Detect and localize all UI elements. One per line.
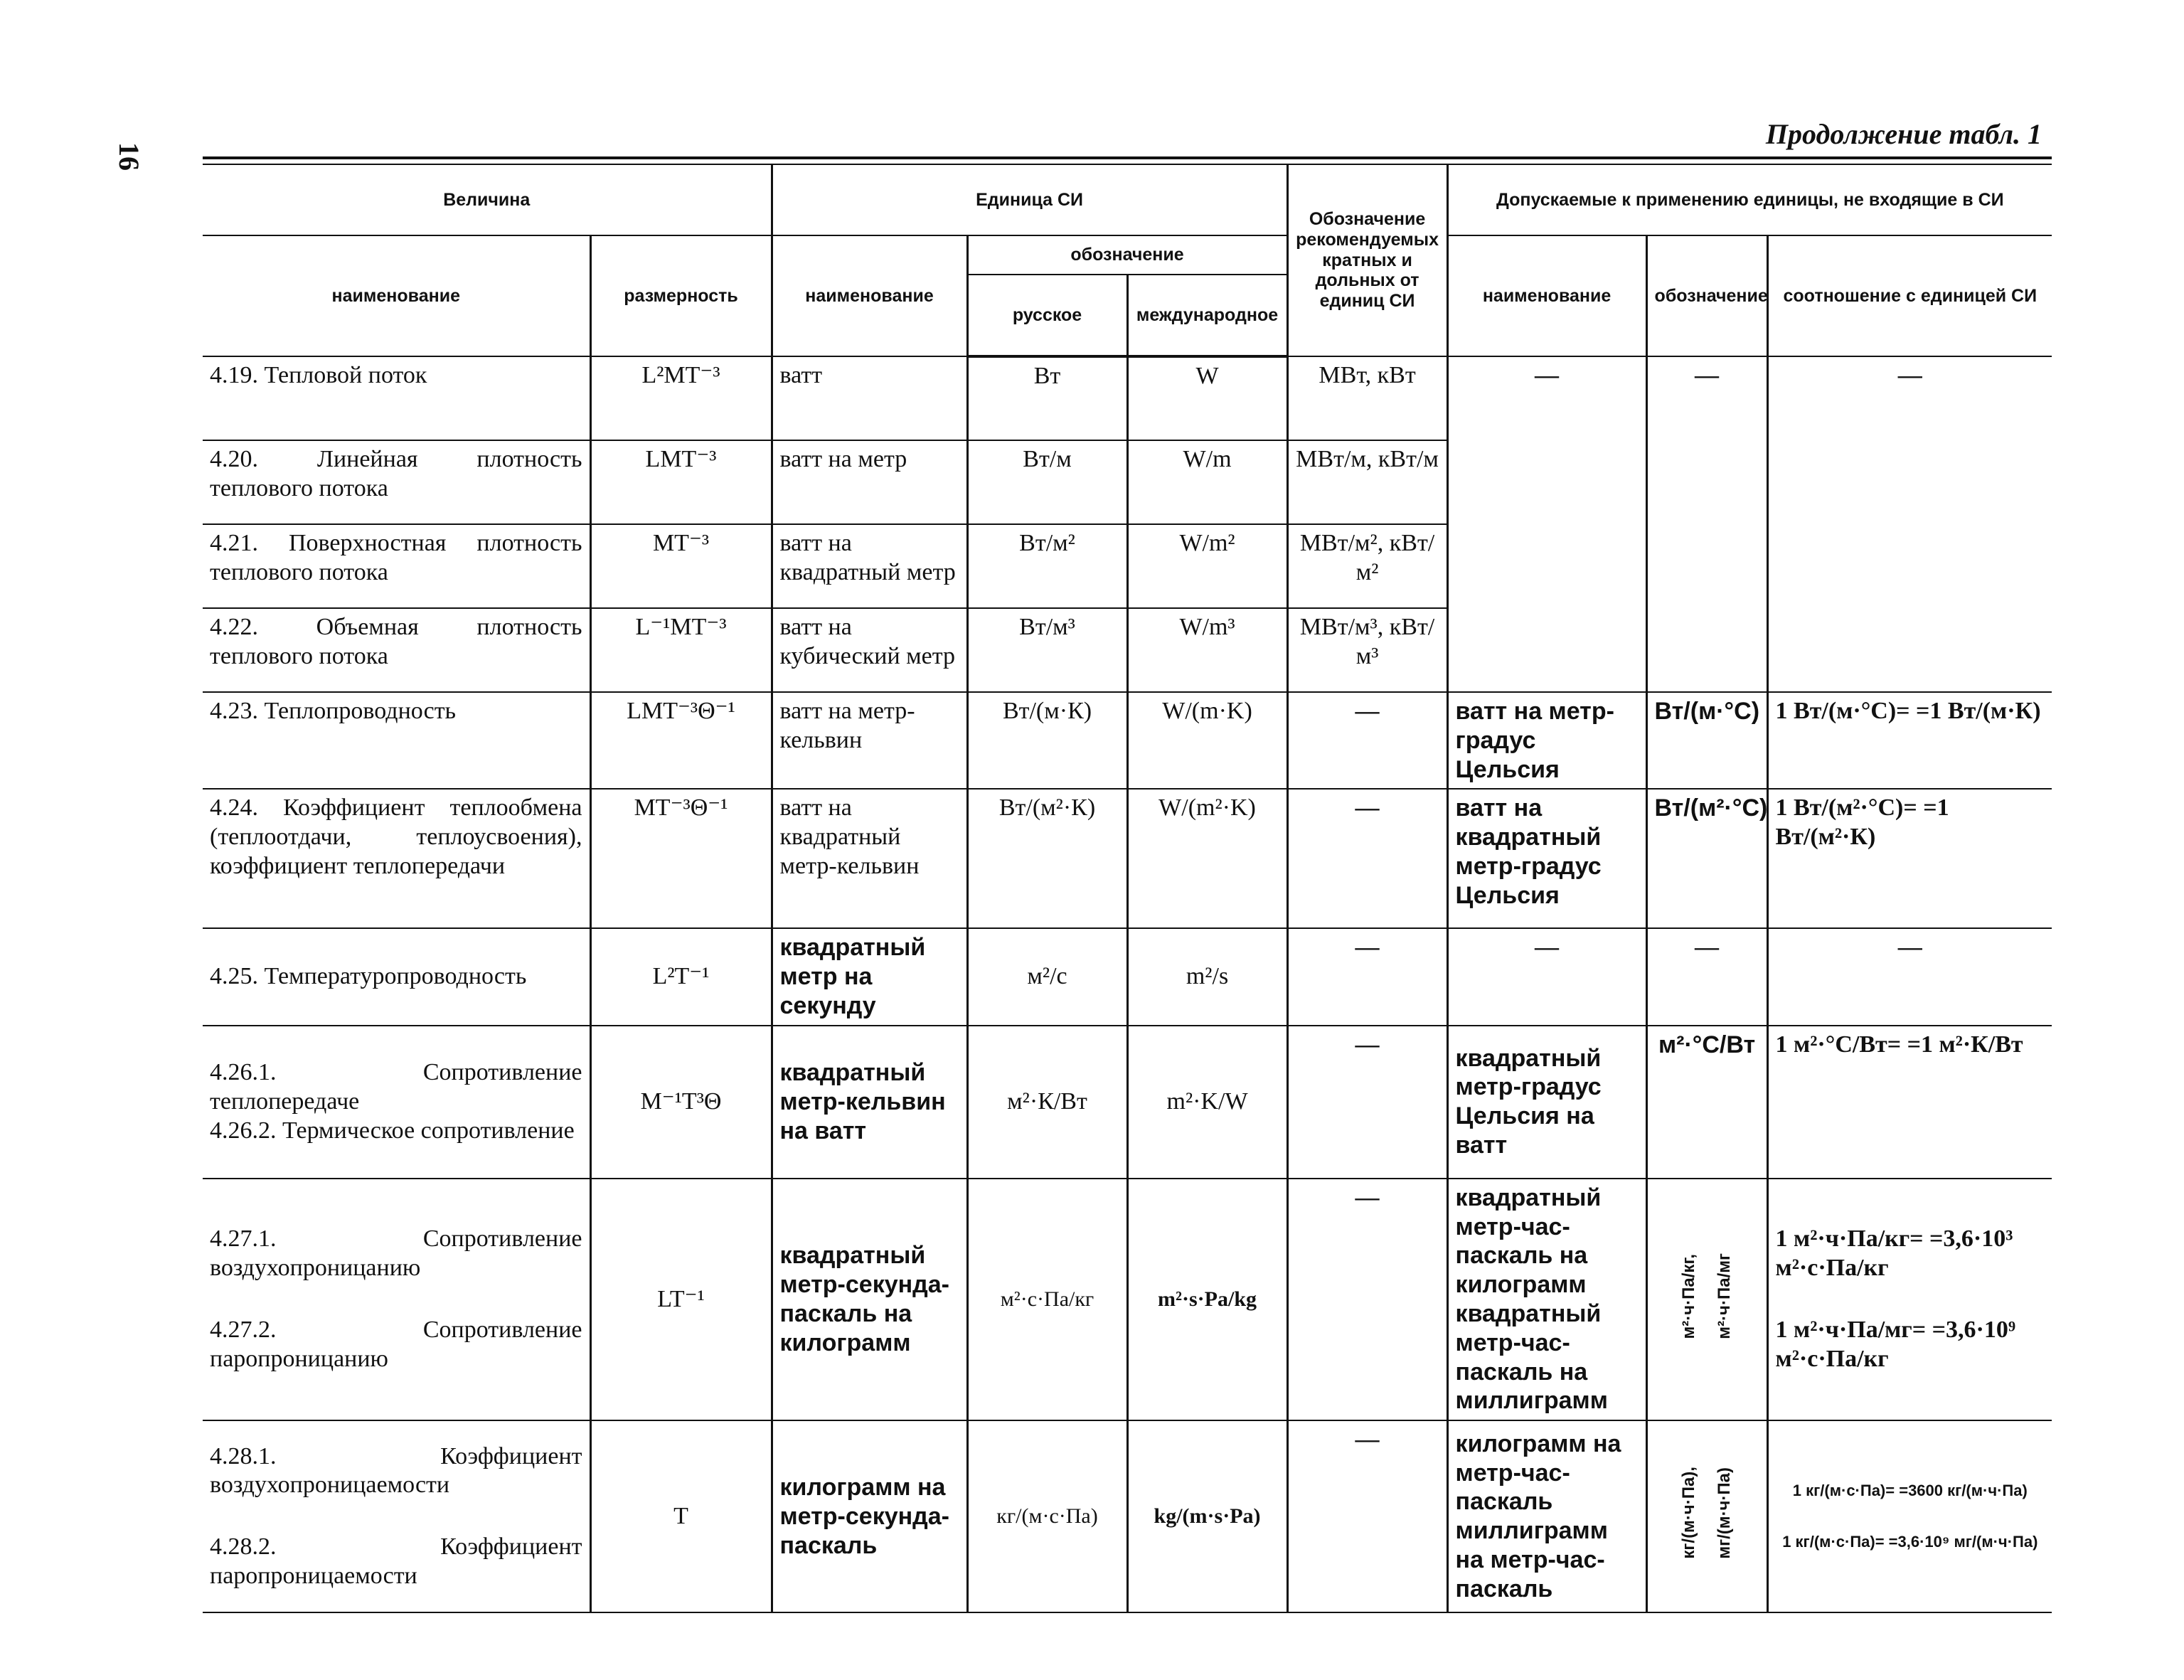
row-allowed-designation-part-a: кг/(м·ч·Па), bbox=[1678, 1467, 1698, 1560]
header-si-name: наименование bbox=[772, 235, 967, 356]
header-multiples: Обозначение рекомендуемых кратных и дольных от единиц СИ bbox=[1287, 164, 1447, 356]
table-continuation-title: Продолжение табл. 1 bbox=[1765, 118, 2042, 150]
header-international: международное bbox=[1127, 275, 1287, 356]
top-rule bbox=[203, 156, 2052, 159]
row-name-group bbox=[203, 1026, 590, 1179]
row-dimension: L²MT⁻³ bbox=[590, 356, 772, 440]
row-multiples: — bbox=[1287, 1026, 1447, 1179]
row-name: 4.21. Поверхностная плотность теплового потока bbox=[203, 524, 590, 608]
allowed-name-merged-dash: — bbox=[1447, 356, 1646, 692]
row-multiples: — bbox=[1287, 1420, 1447, 1612]
row-dimension: L²T⁻¹ bbox=[590, 928, 772, 1025]
row-name: 4.24. Коэффициент теплообмена (теплоотдачи, теплоусвоения), коэффициент теплопередачи bbox=[203, 789, 590, 928]
units-table bbox=[203, 164, 2052, 1613]
row-name-group bbox=[203, 1179, 590, 1420]
table-header bbox=[203, 164, 2052, 356]
row-allowed-name-part-b: квадратный метр-час-паскаль на миллиграмм bbox=[1455, 1299, 1608, 1415]
row-russian: м²/с bbox=[967, 928, 1127, 1025]
relation-merged-dash: — bbox=[1767, 356, 2052, 692]
row-russian: кг/(м·с·Па) bbox=[967, 1420, 1127, 1612]
row-multiples: — bbox=[1287, 692, 1447, 789]
row-si-name: килограмм на метр-секунда-паскаль bbox=[772, 1420, 967, 1612]
row-allowed-designation-part-a: м²·ч·Па/кг, bbox=[1678, 1253, 1698, 1339]
row-si-name: ватт на квадратный метр bbox=[772, 524, 967, 608]
table-row bbox=[203, 928, 2052, 1025]
row-dimension: MT⁻³Θ⁻¹ bbox=[590, 789, 772, 928]
row-si-name: ватт на кубический метр bbox=[772, 608, 967, 692]
row-russian: м²·К/Вт bbox=[967, 1026, 1127, 1179]
row-relation-part-b: 1 м²·ч·Па/мг= =3,6·10⁹ м²·с·Па/кг bbox=[1775, 1316, 2016, 1372]
row-russian: Вт bbox=[967, 356, 1127, 440]
table-row bbox=[203, 1026, 2052, 1179]
row-relation: — bbox=[1767, 928, 2052, 1025]
row-allowed-designation: Вт/(м²·°С) bbox=[1646, 789, 1767, 928]
header-si-unit: Единица СИ bbox=[772, 164, 1287, 235]
table-row bbox=[203, 692, 2052, 789]
row-name: 4.19. Тепловой поток bbox=[203, 356, 590, 440]
row-allowed-name-part-a: квадратный метр-час-паскаль на килограмм bbox=[1455, 1184, 1602, 1299]
row-allowed-designation-part-b: мг/(м·ч·Па) bbox=[1714, 1467, 1734, 1560]
table-row bbox=[203, 1420, 2052, 1612]
row-international: kg/(m·s·Pa) bbox=[1127, 1420, 1287, 1612]
row-multiples: — bbox=[1287, 1179, 1447, 1420]
header-designation: обозначение bbox=[967, 235, 1287, 275]
row-dimension: M⁻¹T³Θ bbox=[590, 1026, 772, 1179]
row-name-part-a: 4.27.1. Сопротивление воздухопроницанию bbox=[210, 1226, 582, 1282]
header-name: наименование bbox=[203, 235, 590, 356]
row-international: m²/s bbox=[1127, 928, 1287, 1025]
row-name-part-a: 4.28.1. Коэффициент воздухопроницаемости bbox=[210, 1442, 582, 1499]
row-dimension: T bbox=[590, 1420, 772, 1612]
table-row bbox=[203, 356, 2052, 440]
row-name-part-b: 4.28.2. Коэффициент паропроницаемости bbox=[210, 1533, 582, 1589]
row-si-name: ватт bbox=[772, 356, 967, 440]
row-si-name: квадратный метр-секунда-паскаль на килограмм bbox=[772, 1179, 967, 1420]
row-allowed-designation-group bbox=[1646, 1420, 1767, 1612]
row-relation-part-a: 1 м²·ч·Па/кг= =3,6·10³ м²·с·Па/кг bbox=[1775, 1226, 2013, 1282]
row-multiples: МВт/м³, кВт/м³ bbox=[1287, 608, 1447, 692]
header-russian: русское bbox=[967, 275, 1127, 356]
header-allowed-units: Допускаемые к применению единицы, не входящие в СИ bbox=[1447, 164, 2052, 235]
row-relation-part-b: 1 кг/(м·с·Па)= =3,6·10⁹ мг/(м·ч·Па) bbox=[1782, 1533, 2038, 1551]
row-dimension: MT⁻³ bbox=[590, 524, 772, 608]
row-name-part-b: 4.26.2. Термическое сопротивление bbox=[210, 1117, 575, 1144]
row-international: W/m³ bbox=[1127, 608, 1287, 692]
row-international: W/m bbox=[1127, 440, 1287, 524]
row-dimension: LMT⁻³Θ⁻¹ bbox=[590, 692, 772, 789]
header-quantity: Величина bbox=[203, 164, 772, 235]
row-si-name: квадратный метр-кельвин на ватт bbox=[772, 1026, 967, 1179]
row-russian: Вт/м³ bbox=[967, 608, 1127, 692]
row-russian: Вт/м bbox=[967, 440, 1127, 524]
row-dimension: L⁻¹MT⁻³ bbox=[590, 608, 772, 692]
row-international: m²·K/W bbox=[1127, 1026, 1287, 1179]
header-allowed-name: наименование bbox=[1447, 235, 1646, 356]
row-name-part-b: 4.27.2. Сопротивление паропроницанию bbox=[210, 1316, 582, 1372]
row-allowed-designation-group bbox=[1646, 1179, 1767, 1420]
row-name: 4.20. Линейная плотность теплового потока bbox=[203, 440, 590, 524]
row-name-part-a: 4.26.1. Сопротивление теплопередаче bbox=[210, 1059, 582, 1115]
row-allowed-designation-part-b: м²·ч·Па/мг bbox=[1714, 1253, 1734, 1339]
row-international: W bbox=[1127, 356, 1287, 440]
row-allowed-name-part-b: миллиграмм на метр-час-паскаль bbox=[1455, 1517, 1608, 1602]
row-relation: 1 м²·°С/Вт= =1 м²·К/Вт bbox=[1767, 1026, 2052, 1179]
row-international: W/(m²·K) bbox=[1127, 789, 1287, 928]
allowed-designation-merged-dash: — bbox=[1646, 356, 1767, 692]
row-allowed-name-group bbox=[1447, 1420, 1646, 1612]
header-relation: соотношение с единицей СИ bbox=[1767, 235, 2052, 356]
row-name: 4.25. Температуропроводность bbox=[203, 928, 590, 1025]
row-russian: м²·с·Па/кг bbox=[967, 1179, 1127, 1420]
row-allowed-designation: Вт/(м·°С) bbox=[1646, 692, 1767, 789]
header-allowed-designation: обозначение bbox=[1646, 235, 1767, 356]
row-multiples: МВт/м², кВт/м² bbox=[1287, 524, 1447, 608]
row-multiples: МВт/м, кВт/м bbox=[1287, 440, 1447, 524]
row-allowed-name: ватт на квадратный метр-градус Цельсия bbox=[1447, 789, 1646, 928]
row-multiples: — bbox=[1287, 928, 1447, 1025]
row-allowed-name-group bbox=[1447, 1179, 1646, 1420]
header-dimension: размерность bbox=[590, 235, 772, 356]
row-dimension: LT⁻¹ bbox=[590, 1179, 772, 1420]
row-si-name: ватт на квадратный метр-кельвин bbox=[772, 789, 967, 928]
row-name: 4.23. Теплопроводность bbox=[203, 692, 590, 789]
row-multiples: МВт, кВт bbox=[1287, 356, 1447, 440]
row-allowed-designation: м²·°С/Вт bbox=[1646, 1026, 1767, 1179]
row-allowed-name: ватт на метр-градус Цельсия bbox=[1447, 692, 1646, 789]
row-allowed-name: квадратный метр-градус Цельсия на ватт bbox=[1447, 1026, 1646, 1179]
row-russian: Вт/м² bbox=[967, 524, 1127, 608]
row-allowed-name: — bbox=[1447, 928, 1646, 1025]
row-dimension: LMT⁻³ bbox=[590, 440, 772, 524]
row-relation-group bbox=[1767, 1179, 2052, 1420]
row-multiples: — bbox=[1287, 789, 1447, 928]
row-russian: Вт/(м·К) bbox=[967, 692, 1127, 789]
row-relation-group bbox=[1767, 1420, 2052, 1612]
row-si-name: квадратный метр на секунду bbox=[772, 928, 967, 1025]
row-relation: 1 Вт/(м·°С)= =1 Вт/(м·К) bbox=[1767, 692, 2052, 789]
row-relation-part-a: 1 кг/(м·с·Па)= =3600 кг/(м·ч·Па) bbox=[1792, 1481, 2028, 1499]
row-international: W/(m·K) bbox=[1127, 692, 1287, 789]
row-allowed-designation: — bbox=[1646, 928, 1767, 1025]
row-si-name: ватт на метр bbox=[772, 440, 967, 524]
row-russian: Вт/(м²·К) bbox=[967, 789, 1127, 928]
table-row bbox=[203, 1179, 2052, 1420]
row-name-group bbox=[203, 1420, 590, 1612]
row-si-name: ватт на метр-кельвин bbox=[772, 692, 967, 789]
row-relation: 1 Вт/(м²·°С)= =1 Вт/(м²·К) bbox=[1767, 789, 2052, 928]
row-name: 4.22. Объемная плотность теплового потока bbox=[203, 608, 590, 692]
page-number: 16 bbox=[113, 142, 145, 171]
table-row bbox=[203, 789, 2052, 928]
row-international: W/m² bbox=[1127, 524, 1287, 608]
row-allowed-name-part-a: килограмм на метр-час-паскаль bbox=[1455, 1430, 1621, 1516]
row-international: m²·s·Pa/kg bbox=[1127, 1179, 1287, 1420]
